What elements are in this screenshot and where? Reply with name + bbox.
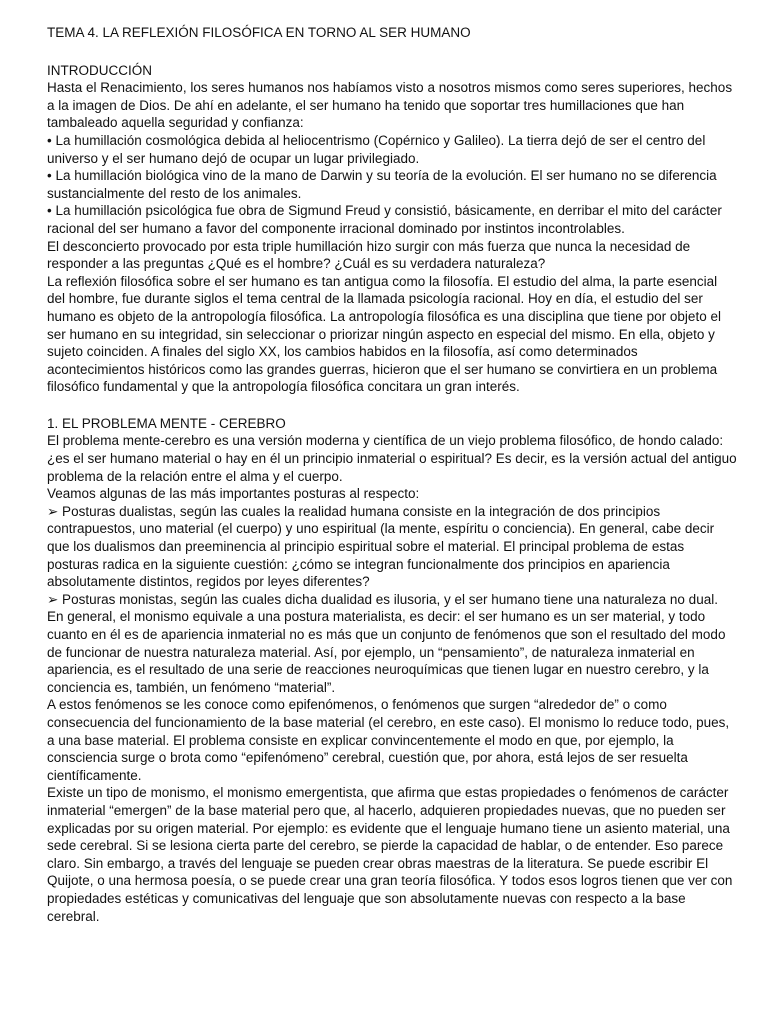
intro-paragraph-1: Hasta el Renacimiento, los seres humanos nos habíamos visto a nosotros mismos como seres superiores, hechos a la imagen de Dios. De ahí en adelante, el ser humano ha tenido que soportar tres humillaciones que han tambaleado aquella seguridad y confianza: (47, 80, 733, 131)
mind-brain-section (47, 415, 738, 925)
intro-paragraph-2: El desconcierto provocado por esta triple humillación hizo surgir con más fuerza que nunca la necesidad de responder a las preguntas ¿Qué es el hombre? ¿Cuál es su verdadera naturaleza? (47, 238, 691, 272)
mind-brain-heading: 1. EL PROBLEMA MENTE - CEREBRO (47, 415, 286, 431)
document-title: TEMA 4. LA REFLEXIÓN FILOSÓFICA EN TORNO AL SER HUMANO (47, 25, 471, 40)
introduction-section (47, 62, 738, 396)
monist-positions-item: ➢ Posturas monistas, según las cuales dicha dualidad es ilusoria, y el ser humano tiene una naturaleza no dual. En general, el monismo equivale a una postura materialista, es decir: el ser humano es un ser material, y todo cuanto en él es de apariencia inmaterial no es más que un conjunto de fenómenos que son el resultado del modo de funcionar de nuestra naturaleza material. Así, por ejemplo, un “pensamiento”, de naturaleza inmaterial en apariencia, es el resultado de una serie de reacciones neuroquímicas que tienen lugar en nuestro cerebro, y la conciencia es, también, un fenómeno “material”. (47, 591, 726, 695)
mind-brain-paragraph-3: A estos fenómenos se les conoce como epifenómenos, o fenómenos que surgen “alrededor de” o como consecuencia del funcionamiento de la base material (el cerebro, en este caso). El monismo lo reduce todo, pues, a una base material. El problema consiste en explicar convincentemente el modo en que, por ejemplo, la consciencia surge o brota como “epifenómeno” cerebral, cuestión que, por ahora, está lejos de ser resuelta científicamente. (47, 697, 730, 783)
dualist-positions-item: ➢ Posturas dualistas, según las cuales la realidad humana consiste en la integración de dos principios contrapuestos, uno material (el cuerpo) y uno espiritual (la mente, espíritu o conciencia). En general, cabe decir que los dualismos dan preeminencia al principio espiritual sobre el material. El principal problema de estas posturas radica en la siguiente cuestión: ¿cómo se integran funcionalmente dos principios en apariencia absolutamente distintos, regidos por leyes diferentes? (47, 503, 715, 590)
intro-bullet-cosmological: • La humillación cosmológica debida al heliocentrismo (Copérnico y Galileo). La tierra dejó de ser el centro del universo y el ser humano dejó de ocupar un lugar privilegiado. (47, 132, 706, 166)
intro-bullet-biological: • La humillación biológica vino de la mano de Darwin y su teoría de la evolución. El ser humano no se diferencia sustancialmente del resto de los animales. (47, 168, 717, 201)
intro-paragraph-3: La reflexión filosófica sobre el ser humano es tan antigua como la filosofía. El estudio del alma, la parte esencial del hombre, fue durante siglos el tema central de la llamada psicología racional. Hoy en día, el estudio del ser humano es objeto de la antropología filosófica. La antropología filosófica es una disciplina que tiene por objeto el ser humano en su integridad, sin seleccionar o priorizar ningún aspecto en especial del mismo. En ella, objeto y sujeto coinciden. A finales del siglo XX, los cambios habidos en la filosofía, así como determinados acontecimientos históricos como las grandes guerras, hicieron que el ser humano se convirtiera en un problema filosófico fundamental y que la antropología filosófica concitara un gran interés. (47, 273, 721, 395)
introduction-heading: INTRODUCCIÓN (47, 62, 152, 78)
mind-brain-paragraph-2: Veamos algunas de las más importantes posturas al respecto: (47, 486, 420, 502)
mind-brain-paragraph-1: El problema mente-cerebro es una versión moderna y científica de un viejo problema filosófico, de hondo calado: ¿es el ser humano material o hay en él un principio inmaterial o espiritual? Es decir, es la versión actual del antiguo problema de la relación entre el alma y el cuerpo. (47, 433, 737, 484)
mind-brain-paragraph-4: Existe un tipo de monismo, el monismo emergentista, que afirma que estas propiedades o fenómenos de carácter inmaterial “emergen” de la base material pero que, al hacerlo, adquieren propiedades nuevas, que no pueden ser explicadas por su origen material. Por ejemplo: es evidente que el lenguaje humano tiene un asiento material, una sede cerebral. Si se lesiona cierta parte del cerebro, se pierde la capacidad de hablar, o de entender. Eso parece claro. Sin embargo, a través del lenguaje se pueden crear obras maestras de la literatura. Se puede escribir El Quijote, o una hermosa poesía, o se puede crear una gran teoría filosófica. Y todos esos logros tienen que ver con propiedades estéticas y comunicativas del lenguaje que son absolutamente nuevas con respecto a la base cerebral. (47, 785, 733, 924)
intro-bullet-psychological: • La humillación psicológica fue obra de Sigmund Freud y consistió, básicamente, en derribar el mito del carácter racional del ser humano a favor del componente irracional dominado por instintos incontrolables. (47, 203, 722, 236)
